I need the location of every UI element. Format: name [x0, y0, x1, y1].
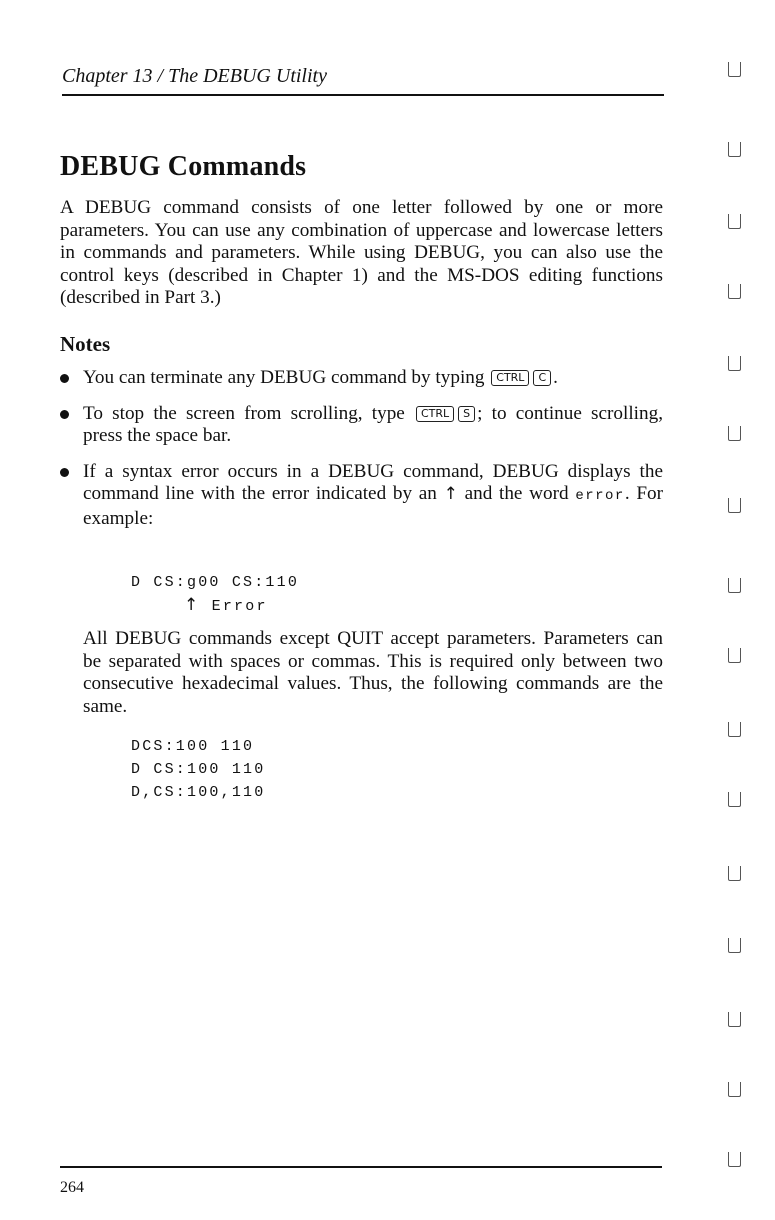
error-word: error	[575, 488, 625, 504]
binding-hole-mark	[728, 792, 741, 807]
up-arrow-icon: ↑	[443, 484, 458, 504]
parameters-paragraph: All DEBUG commands except QUIT accept parameters. Parameters can be separated with spaces or commas. This is required only between two consecutive hexadecimal values. Thus, the following commands are the same.	[83, 628, 663, 717]
c-key-icon: C	[533, 370, 551, 386]
bullet-icon	[60, 468, 69, 477]
code-line: DCS:100 110	[131, 738, 255, 755]
error-example-code	[131, 571, 299, 618]
binding-hole-mark	[728, 356, 741, 371]
section-title: DEBUG Commands	[60, 151, 307, 182]
s-key-icon: S	[458, 406, 475, 422]
binding-hole-mark	[728, 142, 741, 157]
notes-list	[60, 367, 663, 530]
binding-hole-mark	[728, 648, 741, 663]
up-arrow-icon: ↑	[184, 595, 201, 615]
binding-hole-mark	[728, 938, 741, 953]
page-number: 264	[60, 1179, 84, 1196]
note-text: You can terminate any DEBUG command by typing	[83, 367, 485, 388]
binding-hole-mark	[728, 62, 741, 77]
binding-hole-mark	[728, 498, 741, 513]
note-mid: and the word	[464, 483, 569, 504]
binding-hole-mark	[728, 578, 741, 593]
bullet-icon	[60, 410, 69, 419]
intro-paragraph: A DEBUG command consists of one letter followed by one or more parameters. You can use any combination of uppercase and lowercase letters in commands and parameters. While using DEBUG, you can also use the control keys (described in Chapter 1) and the MS-DOS editing functions (described in Part 3.)	[60, 197, 663, 308]
binding-hole-mark	[728, 1012, 741, 1027]
note-end: ; to continue scrolling, press the space bar.	[83, 402, 663, 446]
binding-hole-mark	[728, 866, 741, 881]
equivalent-commands-code	[131, 735, 265, 804]
code-line: D,CS:100,110	[131, 784, 266, 801]
binding-hole-mark	[728, 214, 741, 229]
error-indicator-line	[131, 594, 299, 618]
binding-hole-mark	[728, 1152, 741, 1167]
note-item-terminate	[60, 367, 663, 390]
note-text: If a syntax error occurs in a DEBUG command, DEBUG displays the command line with the error indicated by an	[83, 460, 663, 504]
ctrl-key-icon: CTRL	[491, 370, 529, 386]
note-item-syntax-error	[60, 461, 663, 531]
note-end: . For example:	[83, 483, 664, 529]
note-item-stop-scrolling	[60, 403, 663, 448]
ctrl-key-icon: CTRL	[416, 406, 454, 422]
binding-hole-mark	[728, 722, 741, 737]
code-line: D CS:100 110	[131, 761, 266, 778]
bullet-icon	[60, 374, 69, 383]
footer-rule	[60, 1166, 662, 1168]
error-label: Error	[211, 598, 268, 615]
note-end: .	[553, 367, 558, 388]
notes-heading: Notes	[60, 332, 111, 356]
binding-hole-mark	[728, 284, 741, 299]
binding-hole-mark	[728, 426, 741, 441]
note-text: To stop the screen from scrolling, type	[83, 402, 405, 424]
header-rule	[62, 94, 664, 96]
binding-hole-mark	[728, 1082, 741, 1097]
code-line: D CS:g00 CS:110	[131, 574, 300, 591]
page-header: Chapter 13 / The DEBUG Utility	[62, 65, 327, 87]
